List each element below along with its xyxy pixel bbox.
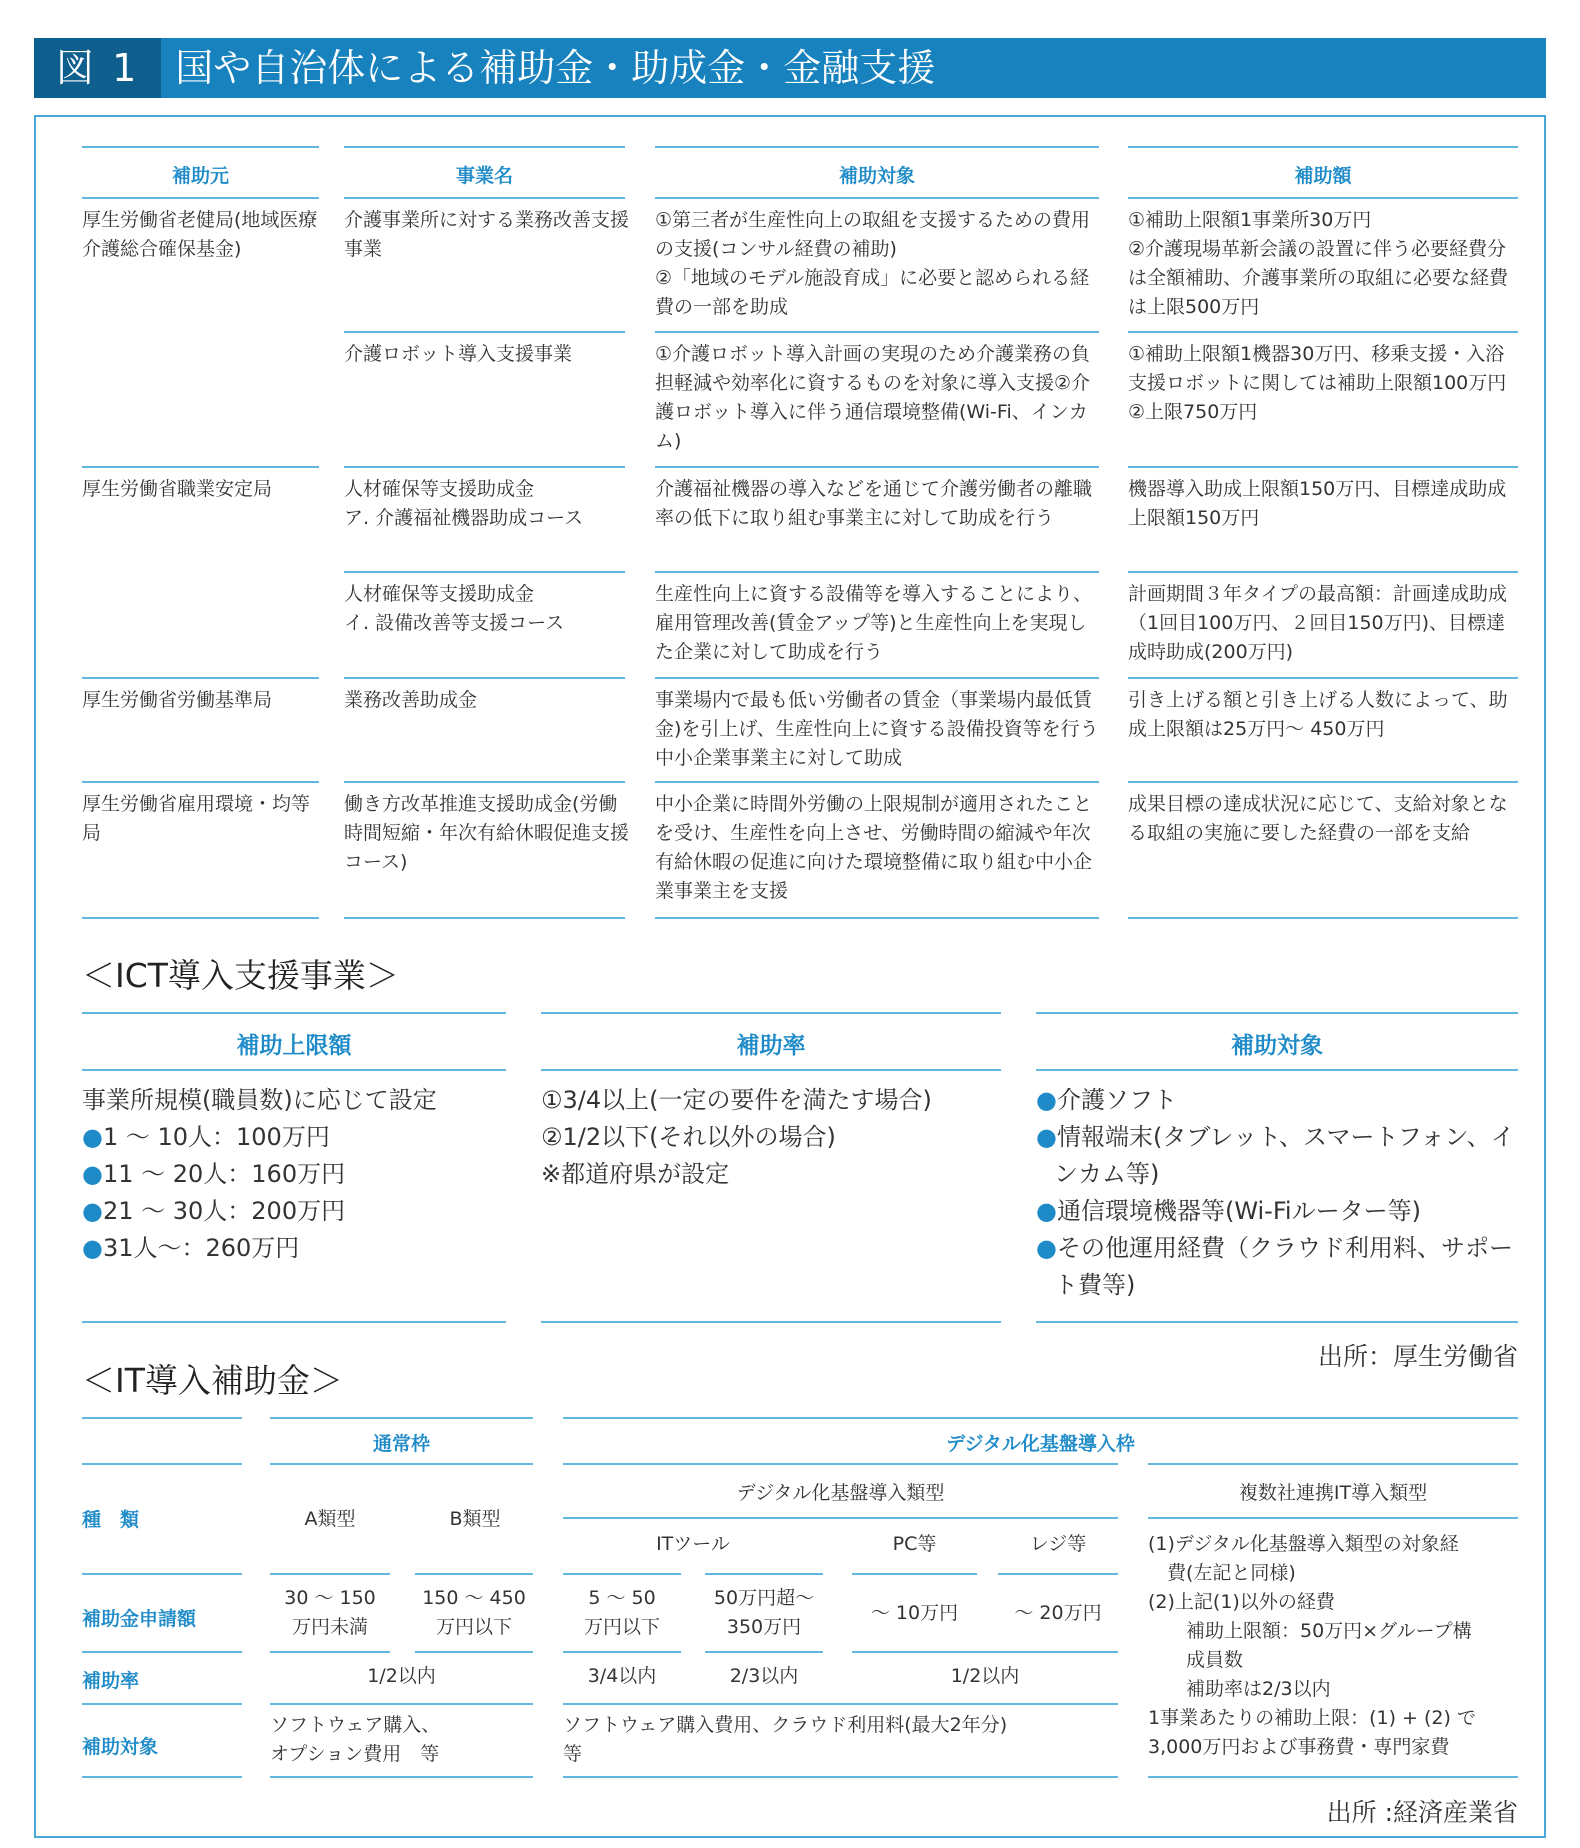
it-sub-digital: デジタル化基盤導入類型 — [736, 1482, 945, 1504]
row3-target: 介護福祉機器の導入などを通じて介護労働者の離職率の低下に取り組む事業主に対して助成を行う — [655, 478, 1093, 529]
bullet-icon: ● — [82, 1234, 103, 1262]
it-row-label-amount: 補助金申請額 — [82, 1608, 197, 1630]
list-item: ①3/4以上(一定の要件を満たす場合) — [541, 1086, 932, 1114]
ict-title: ＜ICT導入支援事業＞ — [82, 956, 399, 995]
it-source: 出所 :経済産業省 — [1326, 1798, 1518, 1827]
it-title: ＜IT導入補助金＞ — [82, 1361, 343, 1400]
it-group-normal: 通常枠 — [372, 1433, 430, 1455]
row1-target: ①第三者が生産性向上の取組を支援するための費用の支援(コンサル経費の補助) ②「地域のモデル施設育成」に必要と認められる経費の一部を助成 — [655, 209, 1091, 318]
list-item: ※都道府県が設定 — [541, 1160, 730, 1188]
it-amount-a: 30 ～ 150 万円未満 — [284, 1587, 376, 1638]
it-multi-text: (1)デジタル化基盤導入類型の対象経 費(左記と同様) (2)上記(1)以外の経費 補助上限額：50万円×グループ構 成員数 補助率は2/3以内 1事業あたりの補助上限：(1) + (2) で 3,000万円および事務費・専門家費 — [1148, 1533, 1476, 1758]
figure-title: 国や自治体による補助金・助成金・金融支援 — [175, 46, 936, 90]
it-amount-pc: ～ 10万円 — [870, 1602, 959, 1624]
row5-target: 事業場内で最も低い労働者の賃金（事業場内最低賃金)を引上げ、生産性向上に資する設備投資等を行う中小企業事業主に対して助成 — [655, 689, 1099, 769]
figure-label: 図 1 — [34, 38, 161, 98]
row1-source: 厚生労働省老健局(地域医療介護総合確保基金) — [82, 209, 318, 260]
it-reji: レジ等 — [1029, 1533, 1087, 1555]
row2-amount: ①補助上限額1機器30万円、移乗支援・入浴支援ロボットに関しては補助上限額100万円 ②上限750万円 — [1128, 343, 1507, 423]
row4-name: 人材確保等支援助成金 イ. 設備改善等支援コース — [344, 583, 565, 634]
row3-source: 厚生労働省職業安定局 — [82, 478, 273, 500]
it-sub-multi: 複数社連携IT導入類型 — [1238, 1482, 1428, 1504]
row5-amount: 引き上げる額と引き上げる人数によって、助成上限額は25万円～ 450万円 — [1128, 689, 1508, 740]
list-item: ●介護ソフト — [1036, 1086, 1177, 1114]
row3-name: 人材確保等支援助成金 ア. 介護福祉機器助成コース — [344, 478, 584, 529]
bullet-icon: ● — [82, 1160, 103, 1188]
it-type-a: A類型 — [304, 1508, 356, 1530]
it-amount-reji: ～ 20万円 — [1014, 1602, 1102, 1624]
list-item: ●21 ～ 30人：200万円 — [82, 1197, 346, 1225]
ict-header-rate: 補助率 — [736, 1033, 806, 1059]
it-target-normal: ソフトウェア購入、 オプション費用 等 — [270, 1714, 441, 1765]
ict-header-target: 補助対象 — [1231, 1033, 1323, 1059]
bullet-icon: ● — [1036, 1234, 1057, 1262]
it-row-label-rate: 補助率 — [82, 1670, 140, 1692]
row3-amount: 機器導入助成上限額150万円、目標達成助成上限額150万円 — [1128, 478, 1507, 529]
row1-name: 介護事業所に対する業務改善支援事業 — [344, 209, 630, 260]
row6-target: 中小企業に時間外労働の上限規制が適用されたことを受け、生産性を向上させ、労働時間の縮減や年次有給休暇の促進に向けた環境整備に取り組む中小企業事業主を支援 — [655, 793, 1093, 902]
row4-amount: 計画期間３年タイプの最高額：計画達成助成（1回目100万円、２回目150万円)、目標達成時助成(200万円) — [1128, 583, 1508, 663]
table-header-amount: 補助額 — [1294, 165, 1352, 187]
row5-name: 業務改善助成金 — [344, 689, 478, 711]
ict-limit-intro: 事業所規模(職員数)に応じて設定 — [82, 1086, 437, 1114]
row6-amount: 成果目標の達成状況に応じて、支給対象となる取組の実施に要した経費の一部を支給 — [1128, 793, 1508, 844]
it-amount-tool1: 5 ～ 50 万円以下 — [583, 1587, 660, 1638]
list-item: ●その他運用経費（クラウド利用料、サポート費等) — [1036, 1234, 1513, 1299]
bullet-icon: ● — [1036, 1086, 1057, 1114]
list-item: ●通信環境機器等(Wi-Fiルーター等) — [1036, 1197, 1421, 1225]
it-group-digital: デジタル化基盤導入枠 — [946, 1433, 1135, 1455]
list-item: ●31人～：260万円 — [82, 1234, 300, 1262]
ict-source: 出所：厚生労働省 — [1317, 1342, 1518, 1371]
row4-target: 生産性向上に資する設備等を導入することにより、雇用管理改善(賃金アップ等)と生産性向上を実現した企業に対して助成を行う — [655, 583, 1093, 663]
bullet-icon: ● — [1036, 1123, 1057, 1151]
table-header-name: 事業名 — [455, 165, 513, 187]
bullet-icon: ● — [1036, 1197, 1057, 1225]
it-row-label-target: 補助対象 — [82, 1736, 159, 1758]
it-amount-b: 150 ～ 450 万円以下 — [422, 1587, 526, 1638]
row2-target: ①介護ロボット導入計画の実現のため介護業務の負担軽減や効率化に資するものを対象に導入支援②介護ロボット導入に伴う通信環境整備(Wi-Fi、インカム) — [655, 343, 1091, 452]
it-tool: ITツール — [656, 1533, 730, 1555]
table-header-source: 補助元 — [171, 165, 229, 187]
it-type-b: B類型 — [449, 1508, 501, 1530]
it-pc: PC等 — [892, 1533, 937, 1555]
table-header-target: 補助対象 — [838, 165, 915, 187]
it-rate-tool2: 2/3以内 — [729, 1665, 799, 1687]
it-row-label-type: 種 類 — [82, 1509, 140, 1531]
it-rate-tool1: 3/4以内 — [587, 1665, 657, 1687]
it-rate-pc-reji: 1/2以内 — [950, 1665, 1020, 1687]
row5-source: 厚生労働省労働基準局 — [82, 689, 273, 711]
row1-amount: ①補助上限額1事業所30万円 ②介護現場革新会議の設置に伴う必要経費分は全額補助、介護事業所の取組に必要な経費は上限500万円 — [1128, 209, 1509, 318]
it-amount-tool2: 50万円超～ 350万円 — [713, 1587, 815, 1638]
bullet-icon: ● — [82, 1197, 103, 1225]
row6-name: 働き方改革推進支援助成金(労働時間短縮・年次有給休暇促進支援コース) — [344, 793, 630, 873]
row2-name: 介護ロボット導入支援事業 — [344, 343, 573, 365]
it-target-digital: ソフトウェア購入費用、クラウド利用料(最大2年分) 等 — [563, 1714, 1008, 1765]
list-item: ●情報端末(タブレット、スマートフォン、インカム等) — [1036, 1123, 1515, 1188]
ict-header-limit: 補助上限額 — [236, 1033, 352, 1059]
it-rate-normal: 1/2以内 — [367, 1665, 436, 1687]
row6-source: 厚生労働省雇用環境・均等局 — [82, 793, 311, 844]
list-item: ●11 ～ 20人：160万円 — [82, 1160, 346, 1188]
bullet-icon: ● — [82, 1123, 103, 1151]
figure-header — [34, 38, 1546, 98]
list-item: ●1 ～ 10人：100万円 — [82, 1123, 330, 1151]
list-item: ②1/2以下(それ以外の場合) — [541, 1123, 836, 1151]
